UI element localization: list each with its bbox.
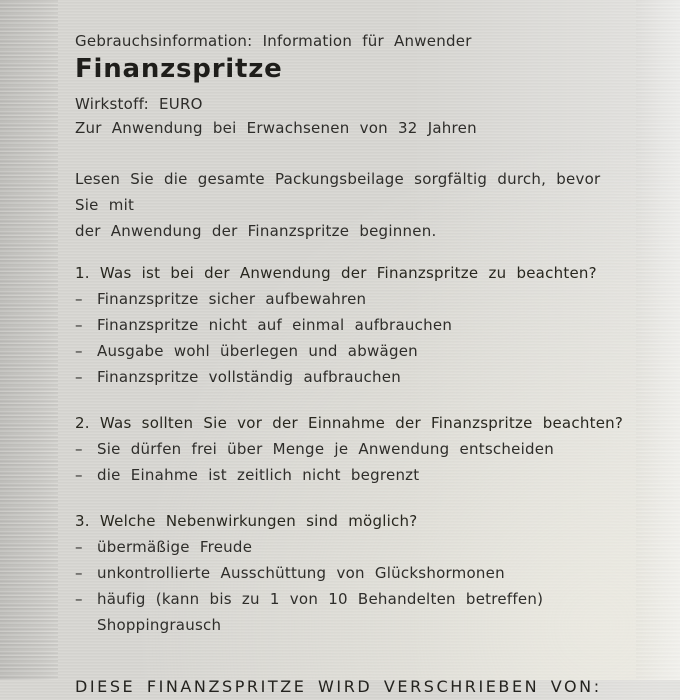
section-3-heading: 3. Welche Nebenwirkungen sind möglich?	[75, 512, 418, 530]
usage-line: Zur Anwendung bei Erwachsenen von 32 Jahren	[75, 119, 477, 137]
intro-paragraph	[75, 166, 632, 244]
list-item-text: Finanzspritze vollständig aufbrauchen	[97, 368, 401, 386]
active-ingredient-line: Wirkstoff: EURO	[75, 95, 203, 113]
section-2-item-2	[75, 462, 632, 488]
section-1-item-3	[75, 338, 632, 364]
intro-line-1: Lesen Sie die gesamte Packungsbeilage sorgfältig durch, bevor Sie mit	[75, 170, 601, 214]
section-2-heading: 2. Was sollten Sie vor der Einnahme der Finanzspritze beachten?	[75, 414, 624, 432]
intro-line-2: der Anwendung der Finanzspritze beginnen.	[75, 222, 437, 240]
list-item-text: Sie dürfen frei über Menge je Anwendung entscheiden	[97, 440, 555, 458]
section-1-item-1	[75, 286, 632, 312]
prescribed-by-line: DIESE FINANZSPRITZE WIRD VERSCHRIEBEN VON:	[75, 677, 602, 696]
section-2-item-1	[75, 436, 632, 462]
dash-bullet: –	[75, 368, 83, 386]
list-item-text: die Einahme ist zeitlich nicht begrenzt	[97, 466, 420, 484]
list-item-text: Finanzspritze sicher aufbewahren	[97, 290, 367, 308]
list-item-text: häufig (kann bis zu 1 von 10 Behandelten betreffen) Shoppingrausch	[97, 590, 544, 634]
dash-bullet: –	[75, 590, 83, 608]
dash-bullet: –	[75, 466, 83, 484]
list-item-text: Finanzspritze nicht auf einmal aufbrauchen	[97, 316, 453, 334]
dash-bullet: –	[75, 538, 83, 556]
list-item-text: Ausgabe wohl überlegen und abwägen	[97, 342, 418, 360]
section-1	[75, 260, 632, 390]
dash-bullet: –	[75, 342, 83, 360]
section-3-item-3	[75, 586, 632, 638]
section-1-item-2	[75, 312, 632, 338]
section-3	[75, 508, 632, 638]
page-title: Finanzspritze	[75, 54, 283, 84]
list-item-text: unkontrollierte Ausschüttung von Glückshormonen	[97, 564, 505, 582]
section-1-item-4	[75, 364, 632, 390]
dash-bullet: –	[75, 290, 83, 308]
dash-bullet: –	[75, 440, 83, 458]
list-item-text: übermäßige Freude	[97, 538, 253, 556]
dash-bullet: –	[75, 564, 83, 582]
section-2	[75, 410, 632, 488]
leaflet-kicker: Gebrauchsinformation: Information für Anwender	[75, 32, 472, 50]
section-3-item-1	[75, 534, 632, 560]
section-3-item-2	[75, 560, 632, 586]
dash-bullet: –	[75, 316, 83, 334]
section-1-heading: 1. Was ist bei der Anwendung der Finanzspritze zu beachten?	[75, 264, 597, 282]
